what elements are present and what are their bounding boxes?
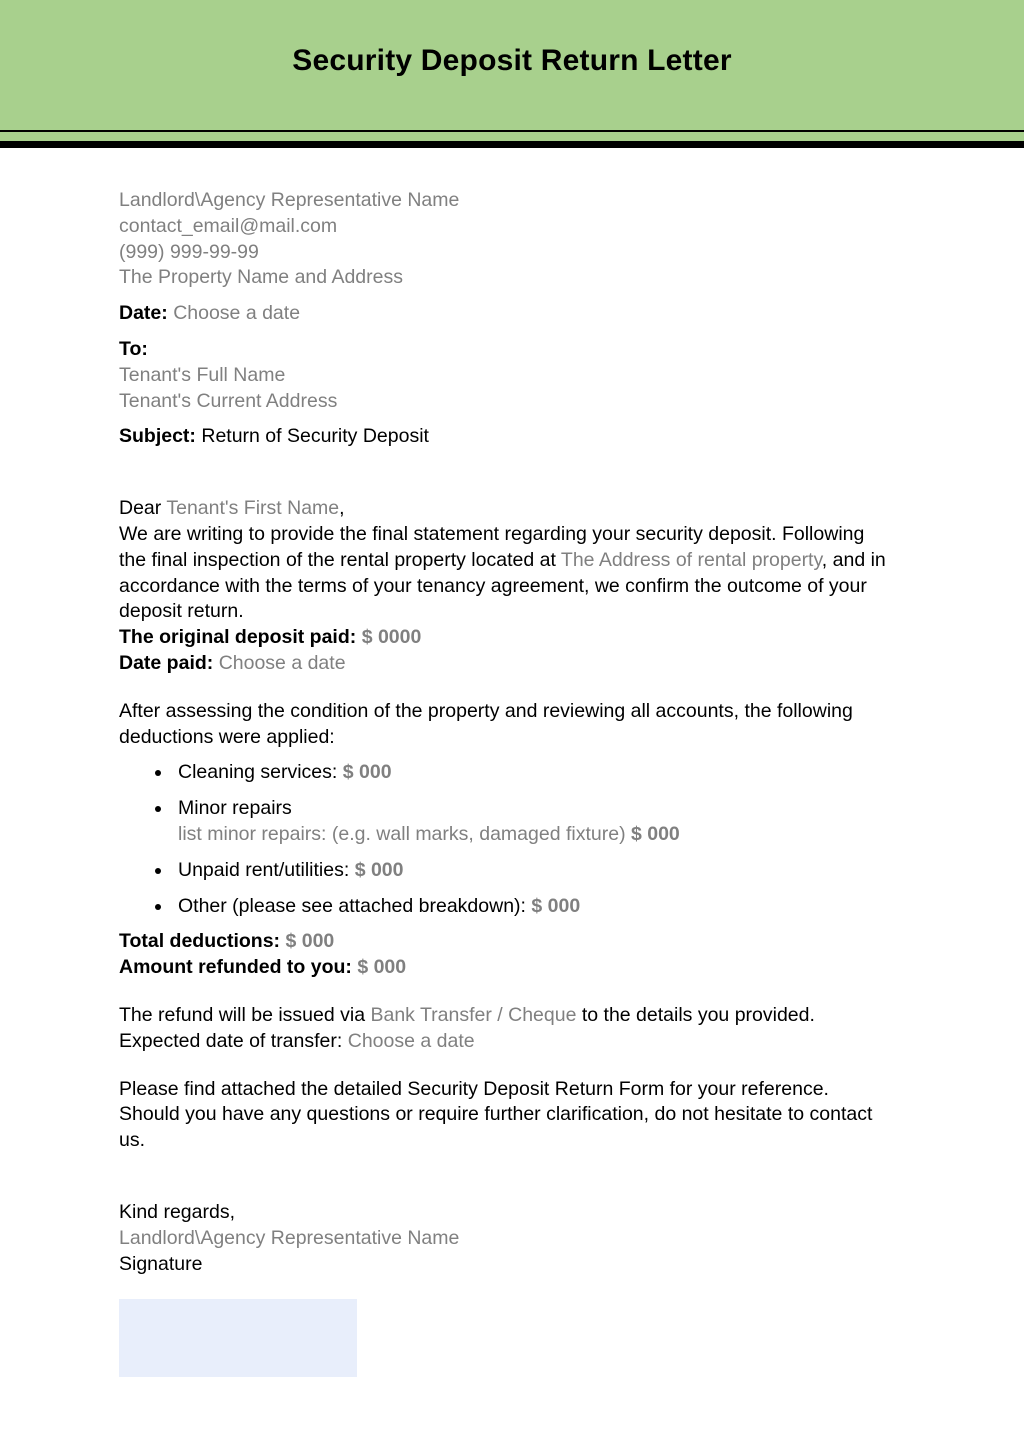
list-item (119, 796, 894, 848)
salutation-comma: , (339, 497, 345, 520)
date-label: Date: (119, 302, 168, 325)
deductions-list (119, 760, 894, 919)
intro-text-part-2: , and in accordance with the terms of your tenancy agreement, we confirm the outcome of your deposit return. (119, 548, 886, 623)
deduction-amount[interactable]: $ 000 (531, 894, 581, 917)
sender-phone[interactable]: (999) 999-99-99 (119, 240, 259, 263)
total-deductions-line (119, 929, 894, 955)
sender-email[interactable]: contact_email@mail.com (119, 214, 338, 237)
recipient-label: To: (119, 337, 148, 360)
closing-paragraph: Please find attached the detailed Security Deposit Return Form for your reference. Should you have any questions or require further clarification, do not hesitate to contact us. (119, 1077, 873, 1152)
document-header-banner (0, 0, 1024, 148)
signature-label: Signature (119, 1252, 203, 1275)
date-paid-value[interactable]: Choose a date (218, 651, 346, 674)
deduction-amount[interactable]: $ 000 (354, 858, 404, 881)
deduction-label: Other (please see attached breakdown): (178, 894, 526, 917)
salutation-greeting: Dear (119, 497, 162, 520)
original-deposit-line (119, 625, 894, 651)
subject-label: Subject: (119, 425, 196, 448)
deduction-sub-note-amount[interactable]: $ 000 (630, 822, 680, 845)
deduction-label: Cleaning services: (178, 761, 338, 784)
date-paid-line (119, 651, 894, 677)
deduction-sub-note-text[interactable]: list minor repairs: (e.g. wall marks, damaged fixture) (178, 822, 626, 845)
recipient-block (119, 337, 894, 414)
date-paid-label: Date paid: (119, 651, 214, 674)
header-divider-rule (0, 130, 1024, 132)
list-item (119, 894, 894, 920)
sender-block (119, 188, 894, 291)
refund-method-text-part-2: to the details you provided. (576, 1003, 815, 1026)
deductions-intro-paragraph: After assessing the condition of the property and reviewing all accounts, the following deductions were applied: (119, 699, 853, 748)
date-line (119, 301, 894, 327)
deduction-sub-note (178, 822, 894, 848)
deduction-label: Minor repairs (178, 797, 292, 820)
bullet-dot-icon (155, 868, 161, 874)
intro-rental-address-placeholder[interactable]: The Address of rental property (560, 548, 822, 571)
signoff-name[interactable]: Landlord\Agency Representative Name (119, 1226, 460, 1249)
refund-method-placeholder[interactable]: Bank Transfer / Cheque (370, 1003, 577, 1026)
intro-paragraph (119, 522, 894, 625)
signoff-block (119, 1200, 894, 1277)
letter-content (119, 148, 894, 1377)
sender-property-address[interactable]: The Property Name and Address (119, 266, 403, 289)
refund-method-line (119, 1003, 894, 1029)
subject-value[interactable]: Return of Security Deposit (201, 425, 429, 448)
amount-refunded-label: Amount refunded to you: (119, 956, 352, 979)
salutation-tenant-name[interactable]: Tenant's First Name (166, 497, 340, 520)
signoff-regards: Kind regards, (119, 1200, 235, 1223)
signature-input-box[interactable] (119, 1299, 357, 1377)
subject-line (119, 424, 894, 450)
amount-refunded-line (119, 955, 894, 981)
bullet-dot-icon (155, 770, 161, 776)
document-page (0, 148, 1024, 1377)
list-item (119, 858, 894, 884)
expected-transfer-date-label: Expected date of transfer: (119, 1029, 343, 1052)
page-title: Security Deposit Return Letter (292, 44, 732, 77)
bullet-dot-icon (155, 806, 161, 812)
expected-transfer-date-value[interactable]: Choose a date (347, 1029, 475, 1052)
intro-text-part-1: We are writing to provide the final statement regarding your security deposit. Following the final inspection of the rental property located at (119, 522, 865, 571)
amount-refunded-value[interactable]: $ 000 (357, 956, 407, 979)
total-deductions-label: Total deductions: (119, 930, 281, 953)
expected-transfer-date-line (119, 1029, 894, 1055)
bullet-dot-icon (155, 904, 161, 910)
deduction-label: Unpaid rent/utilities: (178, 858, 350, 881)
recipient-address[interactable]: Tenant's Current Address (119, 389, 338, 412)
date-value[interactable]: Choose a date (173, 302, 301, 325)
salutation-line (119, 496, 894, 522)
sender-name[interactable]: Landlord\Agency Representative Name (119, 189, 460, 211)
list-item (119, 760, 894, 786)
refund-method-text-part-1: The refund will be issued via (119, 1003, 371, 1026)
deduction-amount[interactable]: $ 000 (342, 761, 392, 784)
recipient-name[interactable]: Tenant's Full Name (119, 363, 286, 386)
total-deductions-value[interactable]: $ 000 (285, 930, 335, 953)
original-deposit-label: The original deposit paid: (119, 626, 357, 649)
original-deposit-value[interactable]: $ 0000 (361, 626, 422, 649)
